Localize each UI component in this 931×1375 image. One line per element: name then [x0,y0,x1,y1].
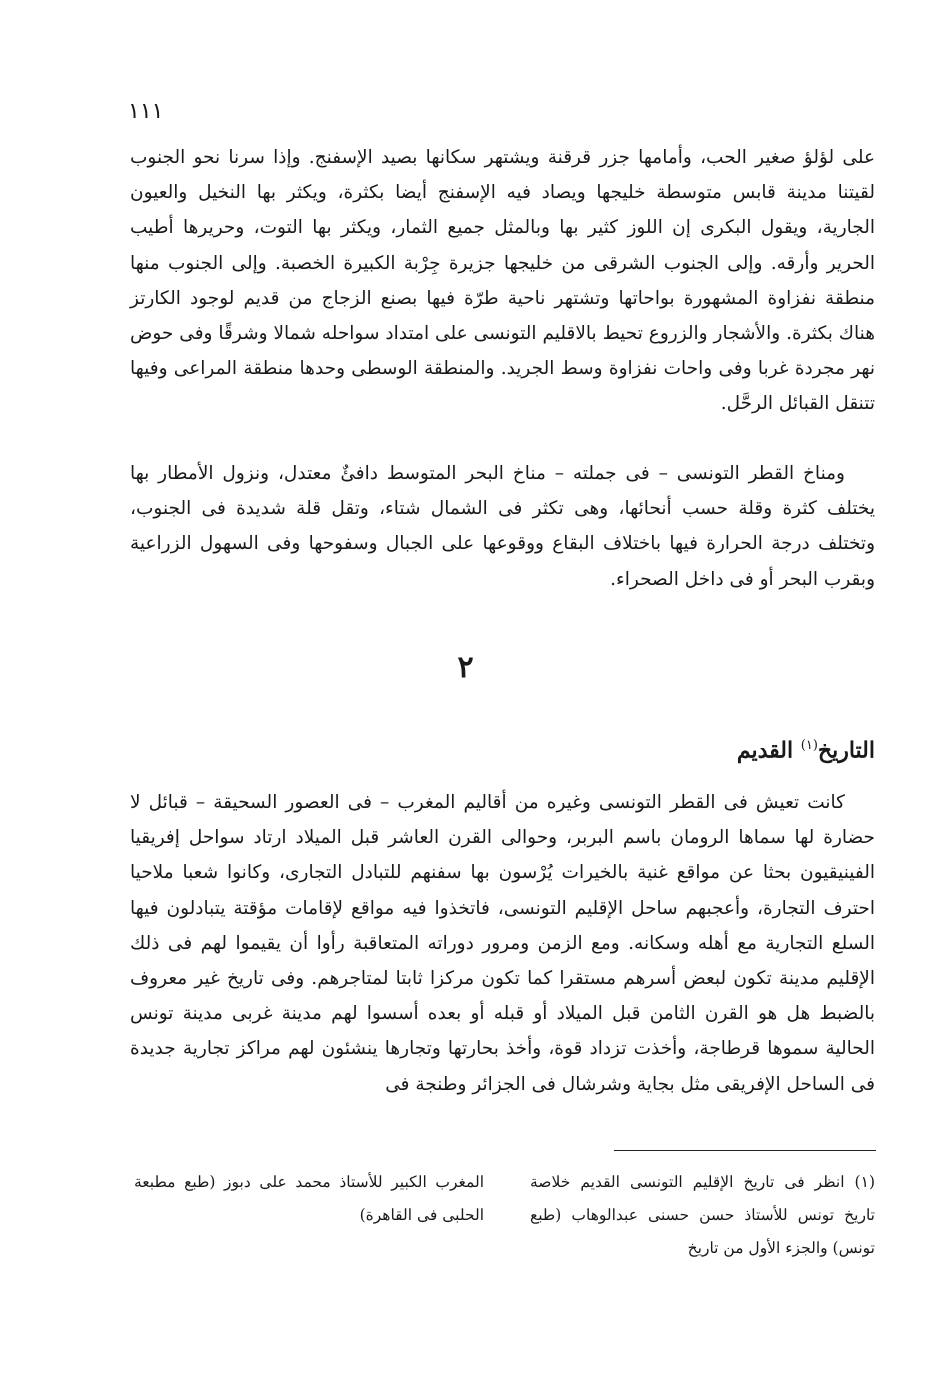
section-title-rest: القديم [736,737,801,764]
paragraph-geography: على لؤلؤ صغير الحب، وأمامها جزر قرقنة ويشتهر سكانها بصيد الإسفنج. وإذا سرنا نحو الجنوب لقيتنا مدينة قابس متوسطة خليجها ويصاد فيه الإسفنج أيضا بكثرة، ويكثر بها النخيل والعيون الجارية، ويقول البكرى إن اللوز كثير بها وبالمثل جميع الثمار، ويكثر بها التوت، وحريرها أطيب الحرير وأرقه. وإلى الجنوب الشرقى من خليجها جزيرة جِرْبة الكبيرة الخصبة. وإلى الجنوب منها منطقة نفزاوة المشهورة بواحاتها وتشتهر ناحية طرّة فيها بصنع الزجاج من قديم لوجود الكارتز هناك بكثرة. والأشجار والزروع تحيط بالاقليم التونسى على امتداد سواحله شمالا وشرقًا وفى حوض نهر مجردة غربا وفى واحات نفزاوة وسط الجريد. والمنطقة الوسطى وحدها منطقة المراعى وفيها تتنقل القبائل الرحَّل. [130,147,875,415]
section-title-main: التاريخ [817,737,875,764]
footnote-right-column: (١) انظر فى تاريخ الإقليم التونسى القديم خلاصة تاريخ تونس للأستاذ حسن حسنى عبدالوهاب (طبع تونس) والجزء الأول من تاريخ [530,1173,876,1257]
page-number: ١١١ [128,99,164,124]
paragraph-ancient-history: كانت تعيش فى القطر التونسى وغيره من أقاليم المغرب – فى العصور السحيقة – قبائل لا حضارة لها سماها الرومان باسم البربر، وحوالى القرن العاشر قبل الميلاد ارتاد سواحل إفريقيا الفينيقيون بحثا عن مواقع غنية بالخيرات يُرْسون بها سفنهم للتبادل التجارى، وكانوا شعبا ملاحيا احترف التجارة، وأعجبهم ساحل الإقليم التونسى، فاتخذوا فيه مواقع لإقامات مؤقتة يتبادلون فيها السلع التجارية مع أهله وسكانه. ومع الزمن ومرور دوراته المتعاقبة رأوا أن يقيموا لهم فى ذلك الإقليم مدينة تكون لبعض أسرهم مستقرا كما تكون مركزا ثابتا لمتاجرهم. وفى تاريخ غير معروف بالضبط هل هو القرن الثامن قبل الميلاد أو قبله أو بعده أسسوا لهم مدينة غربى مدينة تونس الحالية سموها قرطاجة، وأخذت تزداد قوة، وأخذ بحارتها وتجارها ينشئون لهم مراكز تجارية جديدة فى الساحل الإفريقى مثل بجاية وشرشال فى الجزائر وطنجة فى [130,792,875,1095]
footnote-divider [614,1150,876,1151]
section-title [737,728,875,768]
footnote-marker: (١) [800,738,818,753]
footnote-left-column: المغرب الكبير للأستاذ محمد على دبوز (طبع مطبعة الحلبى فى القاهرة) [134,1173,484,1224]
section-number: ٢ [457,650,474,685]
paragraph-climate: ومناخ القطر التونسى – فى جملته – مناخ البحر المتوسط دافئٌ معتدل، ونزول الأمطار بها يختلف كثرة وقلة حسب أنحائها، وهى تكثر فى الشمال شتاء، وتقل قلة شديدة فى الجنوب، وتختلف درجة الحرارة فيها باختلاف البقاع ووقوعها على الجبال وسفوحها وفى السهول الزراعية وبقرب البحر أو فى داخل الصحراء. [130,463,875,590]
